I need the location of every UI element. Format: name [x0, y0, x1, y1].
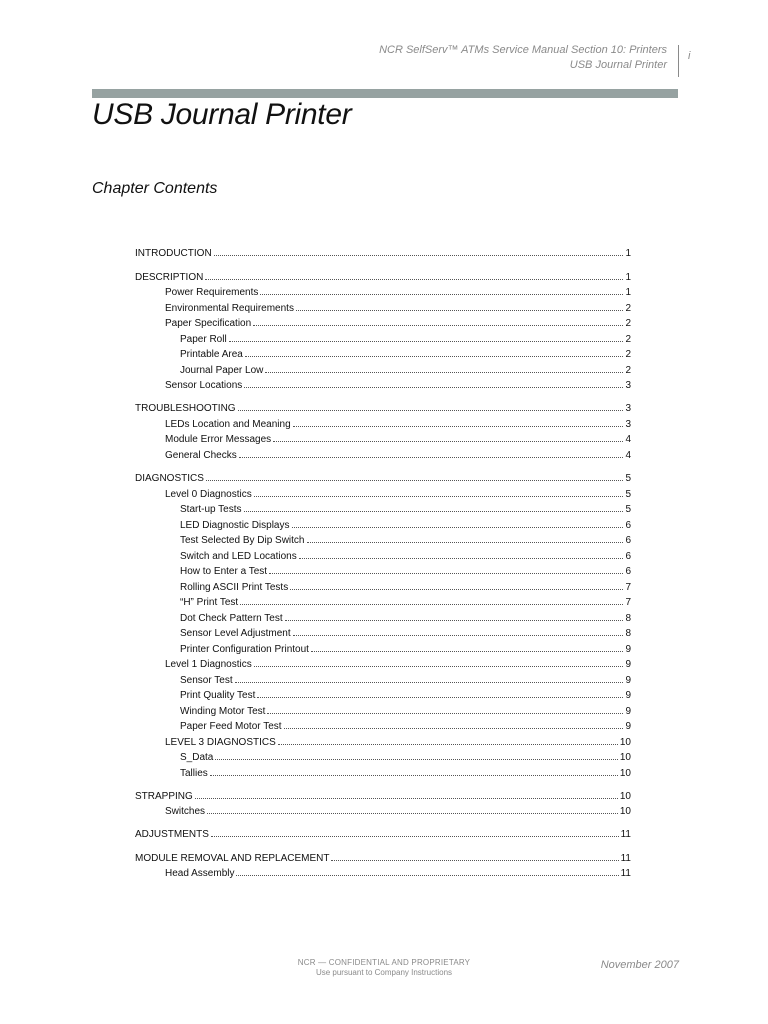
footer-confidential-line: NCR — CONFIDENTIAL AND PROPRIETARY	[297, 958, 471, 967]
toc-dot-leader	[292, 527, 624, 528]
toc-entry[interactable]	[165, 487, 631, 502]
toc-entry[interactable]	[165, 301, 631, 316]
toc-entry-label: TROUBLESHOOTING	[135, 403, 236, 414]
toc-dot-leader	[210, 775, 618, 776]
toc-entry[interactable]	[135, 827, 631, 842]
toc-entry-label: LEDs Location and Meaning	[165, 419, 291, 430]
toc-entry-page: 2	[625, 334, 631, 345]
toc-dot-leader	[253, 325, 623, 326]
toc-entry-page: 3	[625, 419, 631, 430]
toc-entry-page: 2	[625, 318, 631, 329]
toc-entry-page: 2	[625, 365, 631, 376]
page-title: USB Journal Printer	[92, 98, 352, 131]
toc-entry-page: 6	[625, 535, 631, 546]
toc-dot-leader	[331, 860, 618, 861]
toc-entry-page: 6	[625, 551, 631, 562]
section-subtitle: Chapter Contents	[92, 180, 218, 197]
toc-entry-label: DIAGNOSTICS	[135, 473, 204, 484]
toc-dot-leader	[206, 480, 624, 481]
toc-entry-label: STRAPPING	[135, 791, 193, 802]
toc-dot-leader	[254, 666, 624, 667]
toc-entry[interactable]	[165, 448, 631, 463]
toc-dot-leader	[273, 441, 623, 442]
toc-entry-label: Test Selected By Dip Switch	[180, 535, 305, 546]
toc-entry[interactable]	[180, 549, 631, 564]
toc-entry-page: 6	[625, 566, 631, 577]
toc-entry-label: Printer Configuration Printout	[180, 644, 309, 655]
toc-dot-leader	[244, 387, 623, 388]
toc-entry-page: 5	[625, 473, 631, 484]
toc-entry-page: 7	[625, 597, 631, 608]
toc-dot-leader	[293, 426, 624, 427]
toc-dot-leader	[290, 589, 623, 590]
toc-dot-leader	[195, 798, 618, 799]
toc-entry[interactable]	[180, 580, 631, 595]
toc-dot-leader	[235, 682, 624, 683]
toc-entry-page: 4	[625, 434, 631, 445]
toc-entry[interactable]	[165, 285, 631, 300]
toc-dot-leader	[257, 697, 623, 698]
toc-entry[interactable]	[180, 347, 631, 362]
toc-entry-page: 10	[619, 737, 631, 748]
toc-entry-label: General Checks	[165, 450, 237, 461]
toc-entry-label: Rolling ASCII Print Tests	[180, 582, 289, 593]
toc-entry[interactable]	[180, 363, 631, 378]
toc-entry-page: 9	[625, 659, 631, 670]
toc-dot-leader	[244, 511, 624, 512]
toc-entry-page: 3	[625, 403, 631, 414]
header-chapter-title: USB Journal Printer	[569, 59, 667, 71]
toc-entry-label: Journal Paper Low	[180, 365, 264, 376]
toc-entry[interactable]	[135, 246, 631, 261]
toc-dot-leader	[207, 813, 618, 814]
toc-entry[interactable]	[180, 766, 631, 781]
toc-entry[interactable]	[180, 673, 631, 688]
toc-entry[interactable]	[180, 564, 631, 579]
toc-entry[interactable]	[165, 735, 631, 750]
toc-dot-leader	[240, 604, 623, 605]
header-page-number: i	[688, 50, 691, 62]
toc-dot-leader	[254, 496, 624, 497]
toc-entry[interactable]	[180, 502, 631, 517]
toc-entry[interactable]	[135, 270, 631, 285]
toc-dot-leader	[229, 341, 624, 342]
toc-entry-page: 8	[625, 613, 631, 624]
toc-entry[interactable]	[180, 611, 631, 626]
toc-dot-leader	[278, 744, 618, 745]
toc-entry[interactable]	[165, 378, 631, 393]
toc-dot-leader	[267, 713, 623, 714]
header-manual-title: NCR SelfServ™ ATMs Service Manual Section 10: Printers	[379, 44, 667, 56]
toc-dot-leader	[214, 255, 624, 256]
toc-dot-leader	[205, 279, 623, 280]
toc-entry[interactable]	[165, 804, 631, 819]
toc-entry[interactable]	[165, 657, 631, 672]
toc-entry-label: Switch and LED Locations	[180, 551, 297, 562]
toc-entry-label: Power Requirements	[165, 287, 259, 298]
toc-dot-leader	[285, 620, 624, 621]
toc-entry[interactable]	[180, 642, 631, 657]
toc-entry[interactable]	[180, 704, 631, 719]
toc-entry-label: Module Error Messages	[165, 434, 272, 445]
footer-instructions-line: Use pursuant to Company Instructions	[315, 968, 453, 977]
toc-entry-label: Paper Feed Motor Test	[180, 721, 282, 732]
toc-entry-label: LED Diagnostic Displays	[180, 520, 290, 531]
toc-entry-label: Level 1 Diagnostics	[165, 659, 252, 670]
toc-entry-label: Paper Specification	[165, 318, 252, 329]
toc-dot-leader	[239, 457, 624, 458]
toc-entry-page: 9	[625, 721, 631, 732]
toc-entry-label: ADJUSTMENTS	[135, 829, 209, 840]
toc-entry-page: 9	[625, 644, 631, 655]
toc-entry-label: How to Enter a Test	[180, 566, 268, 577]
toc-entry-page: 10	[619, 768, 631, 779]
toc-entry-label: Printable Area	[180, 349, 243, 360]
toc-dot-leader	[265, 372, 623, 373]
toc-entry-label: S_Data	[180, 752, 214, 763]
toc-entry[interactable]	[135, 789, 631, 804]
toc-entry-label: Winding Motor Test	[180, 706, 266, 717]
toc-entry-label: Tallies	[180, 768, 208, 779]
toc-dot-leader	[293, 635, 624, 636]
toc-entry[interactable]	[165, 432, 631, 447]
toc-entry[interactable]	[180, 332, 631, 347]
toc-entry-page: 1	[625, 272, 631, 283]
toc-dot-leader	[269, 573, 623, 574]
toc-entry-page: 5	[625, 489, 631, 500]
toc-entry[interactable]	[165, 316, 631, 331]
toc-entry[interactable]	[180, 688, 631, 703]
toc-dot-leader	[211, 836, 619, 837]
toc-entry-page: 10	[619, 806, 631, 817]
toc-entry-label: Print Quality Test	[180, 690, 256, 701]
toc-entry-page: 4	[625, 450, 631, 461]
toc-dot-leader	[311, 651, 623, 652]
toc-entry[interactable]	[135, 471, 631, 486]
toc-entry-label: “H” Print Test	[180, 597, 239, 608]
toc-entry-label: Dot Check Pattern Test	[180, 613, 283, 624]
toc-entry-page: 8	[625, 628, 631, 639]
toc-entry-label: Environmental Requirements	[165, 303, 294, 314]
toc-entry-label: LEVEL 3 DIAGNOSTICS	[165, 737, 276, 748]
toc-entry-page: 10	[619, 791, 631, 802]
toc-entry-page: 1	[625, 248, 631, 259]
toc-entry-page: 9	[625, 675, 631, 686]
toc-dot-leader	[284, 728, 624, 729]
toc-entry[interactable]	[135, 401, 631, 416]
toc-entry-label: Sensor Locations	[165, 380, 243, 391]
toc-dot-leader	[307, 542, 624, 543]
toc-entry-label: Head Assembly	[165, 868, 235, 879]
toc-entry-page: 11	[620, 868, 631, 879]
toc-entry-page: 1	[625, 287, 631, 298]
toc-dot-leader	[245, 356, 624, 357]
toc-entry[interactable]	[180, 595, 631, 610]
toc-entry-page: 9	[625, 690, 631, 701]
toc-dot-leader	[260, 294, 623, 295]
toc-dot-leader	[238, 410, 624, 411]
toc-entry-label: INTRODUCTION	[135, 248, 212, 259]
toc-entry-page: 2	[625, 349, 631, 360]
toc-entry[interactable]	[180, 518, 631, 533]
toc-dot-leader	[299, 558, 624, 559]
toc-entry-page: 2	[625, 303, 631, 314]
toc-entry-label: DESCRIPTION	[135, 272, 204, 283]
toc-entry-label: Level 0 Diagnostics	[165, 489, 252, 500]
toc-entry-page: 6	[625, 520, 631, 531]
toc-entry[interactable]	[180, 750, 631, 765]
toc-entry-label: Sensor Test	[180, 675, 233, 686]
toc-entry-page: 5	[625, 504, 631, 515]
toc-entry-label: MODULE REMOVAL AND REPLACEMENT	[135, 853, 330, 864]
toc-entry[interactable]	[180, 626, 631, 641]
toc-entry-page: 10	[619, 752, 631, 763]
toc-entry[interactable]	[180, 719, 631, 734]
footer-date: November 2007	[600, 959, 679, 971]
toc-entry[interactable]	[165, 866, 631, 881]
toc-entry-page: 3	[625, 380, 631, 391]
toc-entry[interactable]	[165, 417, 631, 432]
toc-entry-label: Sensor Level Adjustment	[180, 628, 291, 639]
toc-entry[interactable]	[180, 533, 631, 548]
toc-entry-page: 9	[625, 706, 631, 717]
toc-entry[interactable]	[135, 851, 631, 866]
toc-entry-page: 11	[620, 829, 631, 840]
toc-entry-label: Paper Roll	[180, 334, 227, 345]
toc-dot-leader	[296, 310, 623, 311]
toc-dot-leader	[236, 875, 618, 876]
toc-entry-page: 7	[625, 582, 631, 593]
toc-entry-label: Start-up Tests	[180, 504, 242, 515]
toc-entry-page: 11	[620, 853, 631, 864]
toc-dot-leader	[215, 759, 618, 760]
toc-entry-label: Switches	[165, 806, 206, 817]
